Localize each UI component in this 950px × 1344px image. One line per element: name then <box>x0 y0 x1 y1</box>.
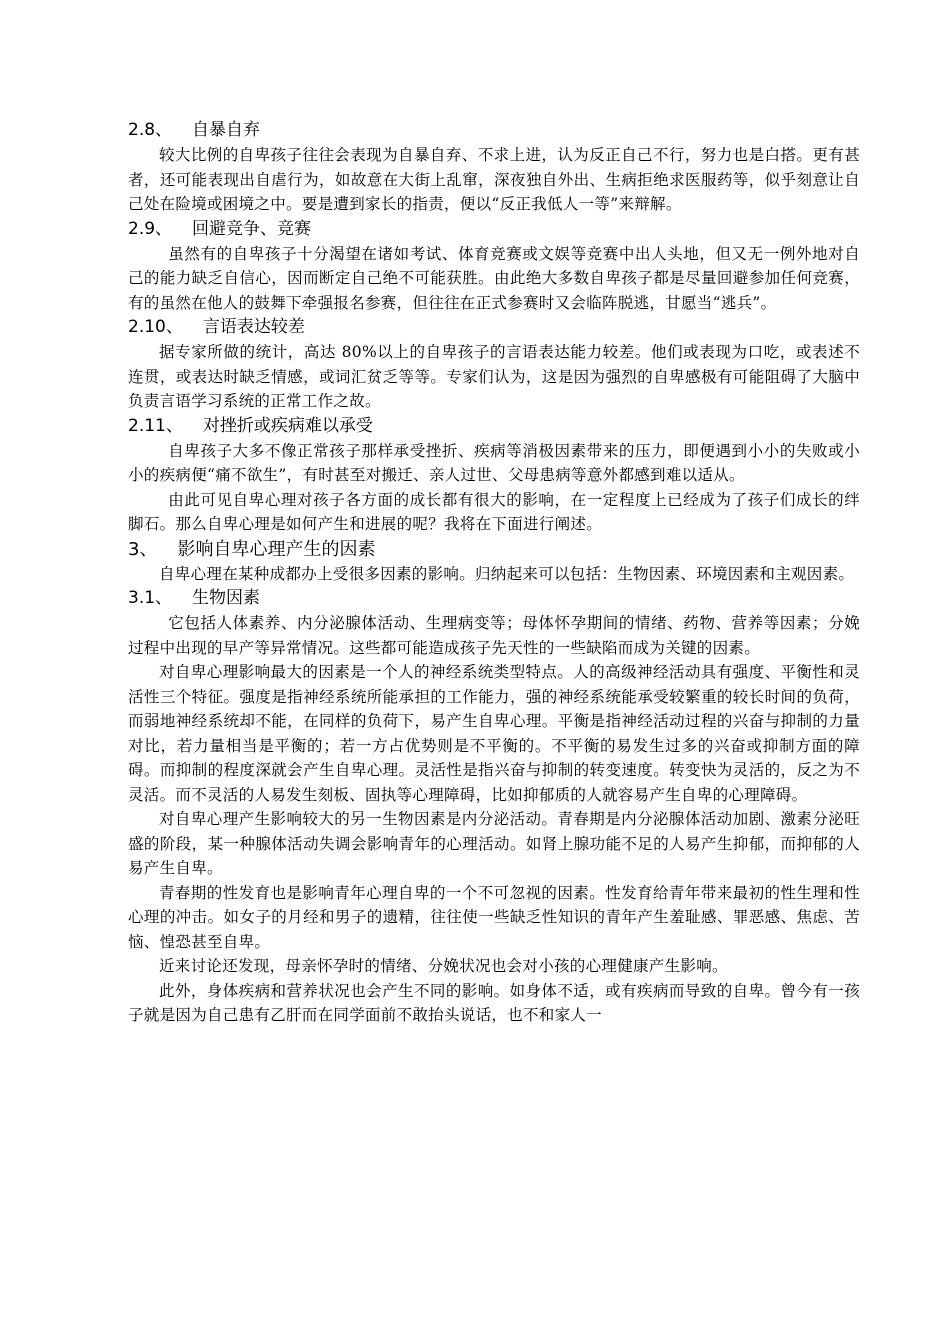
section-title: 生物因素 <box>192 588 261 608</box>
section-number: 2.9、 <box>128 218 173 239</box>
paragraph: 它包括人体素养、内分泌腺体活动、生理病变等；母体怀孕期间的情绪、药物、营养等因素；分娩过程中出现的早产等异常情况。这些都可能造成孩子先天性的一些缺陷而成为关键的因素。 <box>128 614 860 657</box>
paragraph: 据专家所做的统计，高达 80%以上的自卑孩子的言语表达能力较差。他们或表现为口吃，或表述不连贯，或表达时缺乏情感，或词汇贫乏等等。专家们认为，这是因为强烈的自卑感极有可能阻碍了大脑中负责言语学习系统的正常工作之故。 <box>128 343 860 410</box>
section-heading-3-1 <box>128 586 860 611</box>
paragraph: 对自卑心理影响最大的因素是一个人的神经系统类型特点。人的高级神经活动具有强度、平衡性和灵活性三个特征。强度是指神经系统所能承担的工作能力，强的神经系统能承受较繁重的较长时间的负荷，而弱地神经系统却不能，在同样的负荷下，易产生自卑心理。平衡是指神经活动过程的兴奋与抑制的力量对比，若力量相当是平衡的；若一方占优势则是不平衡的。不平衡的易发生过多的兴奋或抑制方面的障碍。而抑制的程度深就会产生自卑心理。灵活性是指兴奋与抑制的转变速度。转变快为灵活的，反之为不灵活。而不灵活的人易发生刻板、固执等心理障碍，比如抑郁质的人就容易产生自卑的心理障碍。 <box>128 663 860 804</box>
section-number: 3.1、 <box>128 588 173 608</box>
section-title: 回避竞争、竞赛 <box>192 218 312 239</box>
section-heading-2-10 <box>128 315 860 340</box>
section-number: 2.11、 <box>128 415 183 436</box>
paragraph: 近来讨论还发现，母亲怀孕时的情绪、分娩状况也会对小孩的心理健康产生影响。 <box>159 957 728 975</box>
section-number: 2.10、 <box>128 317 183 337</box>
document-page <box>128 118 860 1028</box>
section-number: 3、 <box>128 538 158 560</box>
section-heading-2-9 <box>128 217 860 242</box>
section-heading-3 <box>128 537 860 562</box>
paragraph: 虽然有的自卑孩子十分渴望在诸如考试、体育竞赛或文娱等竞赛中出人头地，但又无一例外地对自己的能力缺乏自信心，因而断定自己绝不可能获胜。由此绝大多数自卑孩子都是尽量回避参加任何竞赛，有的虽然在他人的鼓舞下牵强报名参赛，但往往在正式参赛时又会临阵脱逃，甘愿当“逃兵”。 <box>128 244 860 312</box>
paragraph: 青春期的性发育也是影响青年心理自卑的一个不可忽视的因素。性发育给青年带来最初的性生理和性心理的冲击。如女子的月经和男子的遗精，往往使一些缺乏性知识的青年产生羞耻感、罪恶感、焦虑、苦恼、惶恐甚至自卑。 <box>128 883 860 951</box>
section-title: 对挫折或疾病难以承受 <box>202 415 373 436</box>
paragraph: 此外，身体疾病和营养状况也会产生不同的影响。如身体不适，或有疾病而导致的自卑。曾今有一孩子就是因为自己患有乙肝而在同学面前不敢抬头说话，也不和家人一 <box>128 981 860 1024</box>
paragraph: 由此可见自卑心理对孩子各方面的成长都有很大的影响，在一定程度上已经成为了孩子们成长的绊脚石。那么自卑心理是如何产生和进展的呢？我将在下面进行阐述。 <box>128 490 860 533</box>
section-number: 2.8、 <box>128 120 173 140</box>
section-title: 言语表达较差 <box>202 317 305 337</box>
section-title: 自暴自弃 <box>192 120 261 140</box>
section-heading-2-8 <box>128 118 860 143</box>
section-heading-2-11 <box>128 414 860 439</box>
paragraph: 自卑心理在某种成都办上受很多因素的影响。归纳起来可以包括：生物因素、环境因素和主观因素。 <box>159 564 855 583</box>
section-title: 影响自卑心理产生的因素 <box>177 538 376 560</box>
paragraph: 对自卑心理产生影响较大的另一生物因素是内分泌活动。青春期是内分泌腺体活动加剧、激素分泌旺盛的阶段，某一种腺体活动失调会影响青年的心理活动。如肾上腺功能不足的人易产生抑郁，而抑郁的人易产生自卑。 <box>128 810 860 877</box>
paragraph: 自卑孩子大多不像正常孩子那样承受挫折、疾病等消极因素带来的压力，即便遇到小小的失败或小小的疾病便“痛不欲生”，有时甚至对搬迁、亲人过世、父母患病等意外都感到难以适从。 <box>128 441 860 484</box>
paragraph: 较大比例的自卑孩子往往会表现为自暴自弃、不求上进，认为反正自己不行，努力也是白搭。更有甚者，还可能表现出自虐行为，如故意在大街上乱窜，深夜独自外出、生病拒绝求医服药等，似乎刻意让自己处在险境或困境之中。要是遭到家长的指责，便以“反正我低人一等”来辩解。 <box>128 146 860 213</box>
